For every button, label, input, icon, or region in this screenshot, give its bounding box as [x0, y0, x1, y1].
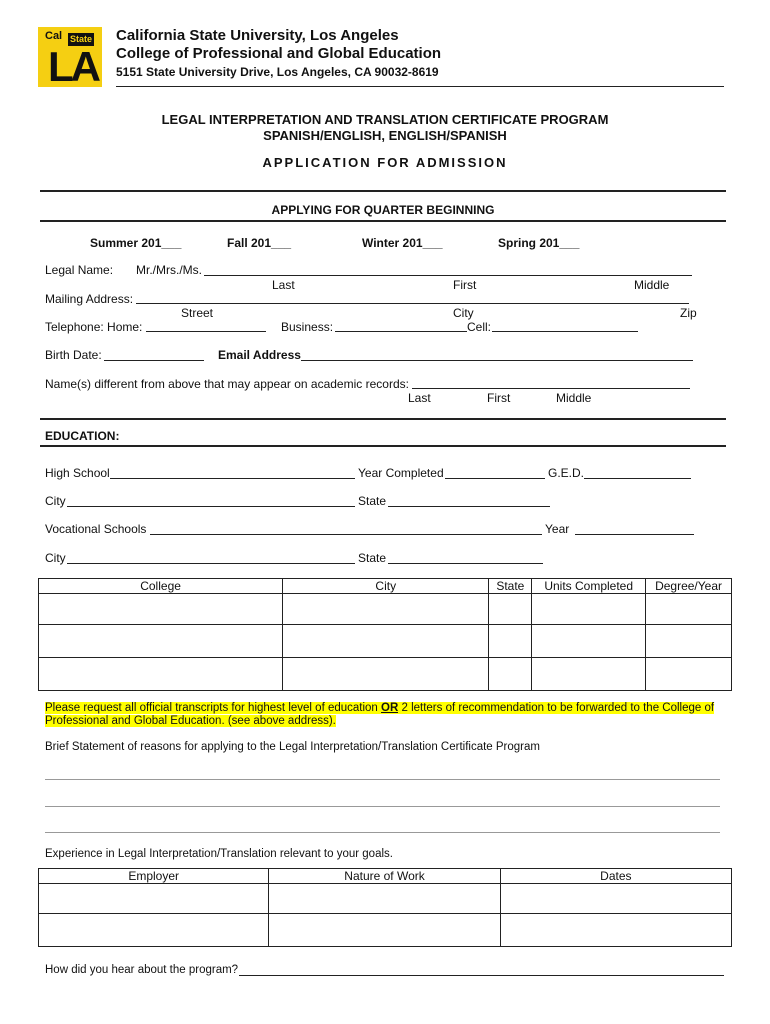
- university-name: California State University, Los Angeles: [116, 27, 399, 44]
- telephone-cell-label: Cell:: [467, 320, 492, 334]
- nature-cell[interactable]: [269, 884, 500, 914]
- vocational-city-label: City: [45, 551, 66, 565]
- college-header-degree: Degree/Year: [646, 579, 732, 594]
- vocational-state-field[interactable]: [388, 563, 543, 564]
- experience-header-nature: Nature of Work: [269, 869, 500, 884]
- logo-state-text: State: [69, 34, 92, 44]
- experience-table-row: [39, 884, 732, 914]
- dates-cell[interactable]: [500, 914, 731, 947]
- transcript-notice-line1: [45, 702, 714, 714]
- telephone-cell-field[interactable]: [492, 331, 638, 332]
- college-cell[interactable]: [39, 658, 283, 691]
- college-header-city: City: [283, 579, 489, 594]
- college-units-cell[interactable]: [532, 625, 646, 658]
- vocational-state-label: State: [358, 551, 387, 565]
- experience-header-employer: Employer: [39, 869, 269, 884]
- college-table-row: [39, 625, 732, 658]
- college-header-college: College: [39, 579, 283, 594]
- other-names-label: Name(s) different from above that may appear on academic records:: [45, 377, 409, 391]
- quarter-option-winter[interactable]: Winter 201___: [362, 236, 443, 250]
- logo-la-text: LA: [48, 43, 98, 90]
- ged-field[interactable]: [584, 478, 691, 479]
- college-cell[interactable]: [39, 594, 283, 625]
- vocational-city-field[interactable]: [67, 563, 355, 564]
- college-state-cell[interactable]: [489, 594, 532, 625]
- form-title: APPLICATION FOR ADMISSION: [262, 155, 508, 170]
- statement-line[interactable]: [45, 806, 720, 807]
- logo-cal-text: Cal: [45, 30, 63, 42]
- college-city-cell[interactable]: [283, 658, 489, 691]
- dates-cell[interactable]: [500, 884, 731, 914]
- legal-name-last-caption: Last: [272, 278, 295, 292]
- college-state-cell[interactable]: [489, 625, 532, 658]
- experience-table-row: [39, 914, 732, 947]
- college-table: [38, 578, 732, 691]
- statement-label: Brief Statement of reasons for applying to the Legal Interpretation/Translation Certificate Program: [45, 741, 540, 753]
- notice-emphasis: OR: [381, 702, 399, 714]
- college-name: College of Professional and Global Education: [116, 45, 442, 62]
- telephone-home-field[interactable]: [146, 331, 266, 332]
- college-degree-cell[interactable]: [646, 625, 732, 658]
- quarter-option-spring[interactable]: Spring 201___: [498, 236, 580, 250]
- employer-cell[interactable]: [39, 914, 269, 947]
- legal-name-label: Legal Name:: [45, 263, 114, 277]
- college-header-state: State: [489, 579, 532, 594]
- high-school-state-label: State: [358, 494, 387, 508]
- notice-line2: Professional and Global Education. (see above address).: [45, 715, 336, 727]
- college-table-row: [39, 658, 732, 691]
- referral-field[interactable]: [239, 975, 724, 976]
- mailing-address-field[interactable]: [136, 303, 689, 304]
- statement-line[interactable]: [45, 832, 720, 833]
- nature-cell[interactable]: [269, 914, 500, 947]
- high-school-label: High School: [45, 466, 110, 480]
- vocational-year-label: Year: [545, 522, 570, 536]
- telephone-home-label: Telephone: Home:: [45, 320, 143, 334]
- high-school-city-label: City: [45, 494, 66, 508]
- other-names-first-caption: First: [487, 391, 511, 405]
- quarter-top-rule: [40, 190, 726, 192]
- ged-label: G.E.D.: [548, 466, 585, 480]
- other-names-middle-caption: Middle: [556, 391, 592, 405]
- college-degree-cell[interactable]: [646, 658, 732, 691]
- year-completed-field[interactable]: [445, 478, 545, 479]
- college-table-row: [39, 594, 732, 625]
- address-zip-caption: Zip: [680, 306, 697, 320]
- header-divider: [116, 86, 724, 87]
- year-completed-label: Year Completed: [358, 466, 444, 480]
- telephone-business-label: Business:: [281, 320, 334, 334]
- address-city-caption: City: [453, 306, 474, 320]
- email-address-field[interactable]: [301, 360, 693, 361]
- quarter-option-summer[interactable]: Summer 201___: [90, 236, 182, 250]
- education-top-rule: [40, 418, 726, 420]
- quarter-option-fall[interactable]: Fall 201___: [227, 236, 292, 250]
- college-header-units: Units Completed: [532, 579, 646, 594]
- experience-table: [38, 868, 732, 947]
- telephone-business-field[interactable]: [335, 331, 467, 332]
- vocational-schools-field[interactable]: [150, 534, 542, 535]
- referral-label: How did you hear about the program?: [45, 964, 239, 976]
- vocational-schools-label: Vocational Schools: [45, 522, 147, 536]
- high-school-state-field[interactable]: [388, 506, 550, 507]
- quarter-heading: APPLYING FOR QUARTER BEGINNING: [271, 203, 495, 217]
- cal-state-la-logo: [38, 27, 102, 90]
- statement-line[interactable]: [45, 779, 720, 780]
- education-heading: EDUCATION:: [45, 429, 120, 443]
- high-school-city-field[interactable]: [67, 506, 355, 507]
- notice-part1: Please request all official transcripts for highest level of education: [45, 702, 382, 714]
- legal-name-first-caption: First: [453, 278, 477, 292]
- birth-date-label: Birth Date:: [45, 348, 102, 362]
- address-street-caption: Street: [181, 306, 214, 320]
- other-names-last-caption: Last: [408, 391, 431, 405]
- notice-part2: 2 letters of recommendation to be forwarded to the College of: [398, 702, 715, 714]
- legal-name-middle-caption: Middle: [634, 278, 670, 292]
- college-units-cell[interactable]: [532, 658, 646, 691]
- college-city-cell[interactable]: [283, 625, 489, 658]
- experience-label: Experience in Legal Interpretation/Translation relevant to your goals.: [45, 848, 393, 860]
- college-cell[interactable]: [39, 625, 283, 658]
- vocational-year-field[interactable]: [575, 534, 694, 535]
- quarter-bottom-rule: [40, 220, 726, 222]
- high-school-field[interactable]: [110, 478, 355, 479]
- program-title: LEGAL INTERPRETATION AND TRANSLATION CERTIFICATE PROGRAM: [161, 112, 609, 127]
- program-languages: SPANISH/ENGLISH, ENGLISH/SPANISH: [263, 128, 507, 143]
- mailing-address-label: Mailing Address:: [45, 292, 134, 306]
- employer-cell[interactable]: [39, 884, 269, 914]
- legal-name-field[interactable]: [204, 275, 692, 276]
- other-names-field[interactable]: [412, 388, 690, 389]
- education-bottom-rule: [40, 445, 726, 447]
- college-degree-cell[interactable]: [646, 594, 732, 625]
- college-address: 5151 State University Drive, Los Angeles, CA 90032-8619: [116, 65, 439, 79]
- birth-date-field[interactable]: [104, 360, 204, 361]
- transcript-notice-line2: [45, 715, 336, 727]
- email-address-label: Email Address: [218, 348, 301, 362]
- college-state-cell[interactable]: [489, 658, 532, 691]
- honorific-label: Mr./Mrs./Ms.: [136, 263, 202, 277]
- experience-header-dates: Dates: [500, 869, 731, 884]
- college-units-cell[interactable]: [532, 594, 646, 625]
- college-city-cell[interactable]: [283, 594, 489, 625]
